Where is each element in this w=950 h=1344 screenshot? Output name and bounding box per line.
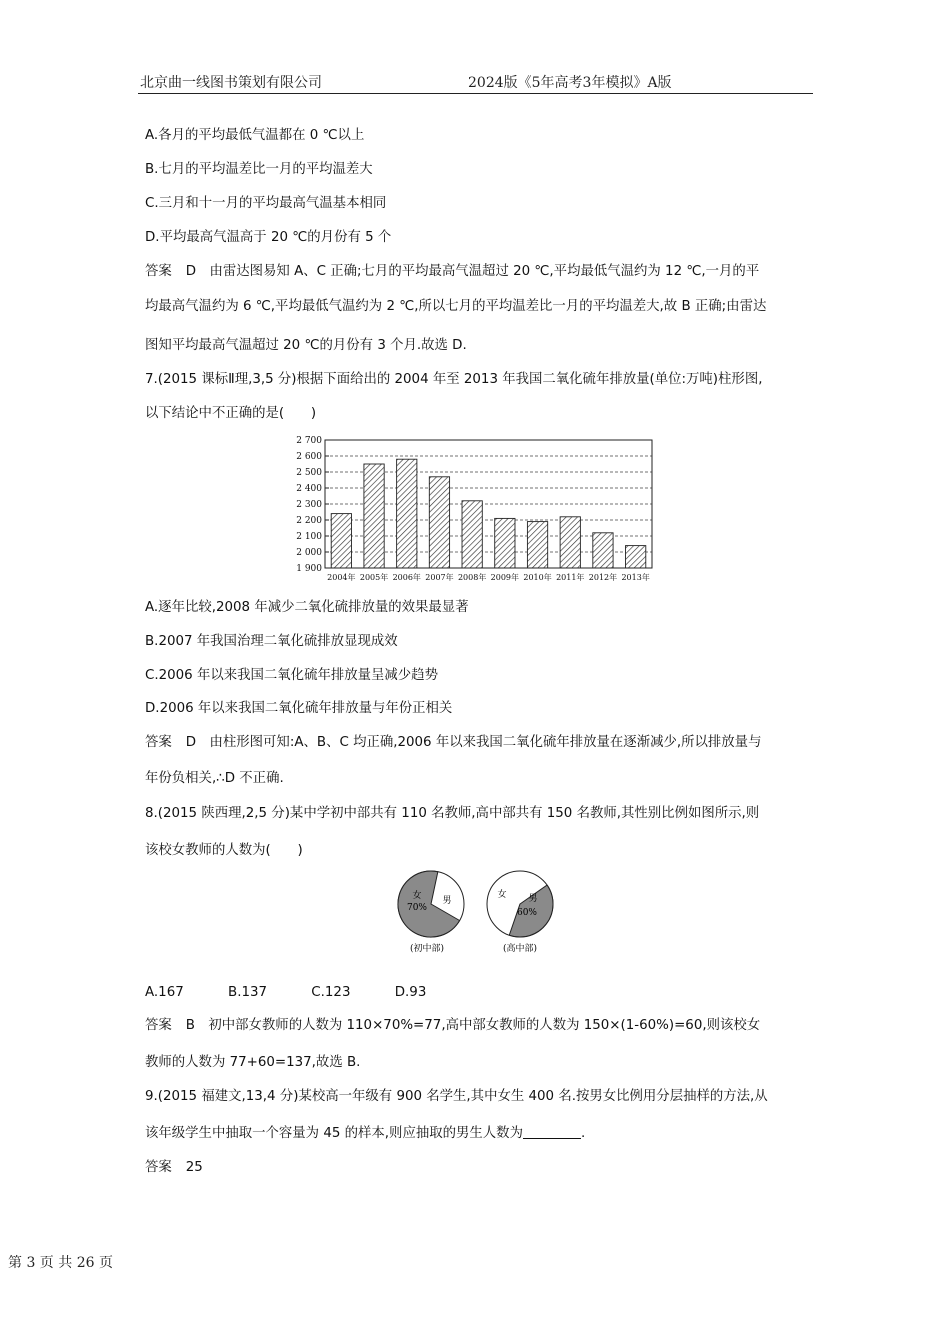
- q6-option-b: B.七月的平均温差比一月的平均温差大: [145, 162, 373, 177]
- q6-answer-line-1: [145, 263, 759, 281]
- q6-option-c: C.三月和十一月的平均最高气温基本相同: [145, 196, 387, 211]
- q9-stem-text: 该年级学生中抽取一个容量为 45 的样本,则应抽取的男生人数为: [145, 1126, 523, 1141]
- q7-option-d: D.2006 年以来我国二氧化硫年排放量与年份正相关: [145, 701, 453, 716]
- q7-answer-line-2: 年份负相关,∴D 不正确.: [145, 771, 284, 786]
- bar-2005年: [364, 464, 384, 568]
- pie-senior-male-pct: 60%: [516, 908, 538, 918]
- q9-answer-value: 25: [185, 1160, 203, 1175]
- q8-options: [145, 984, 466, 1002]
- x-tick-label: 2010年: [523, 573, 552, 582]
- y-tick-label: 2 000: [296, 548, 322, 558]
- q8-answer-text-1: B 初中部女教师的人数为 110×70%=77,高中部女教师的人数为 150×(1-60%)=60,则该校女: [185, 1018, 761, 1033]
- q9-stem-line-2: [145, 1125, 585, 1143]
- bar-2012年: [593, 533, 613, 568]
- bar-2009年: [495, 518, 515, 568]
- bar-2010年: [527, 522, 547, 568]
- header-rule: [138, 93, 813, 94]
- q9-stem-end: .: [580, 1126, 586, 1141]
- x-tick-label: 2011年: [556, 573, 585, 582]
- header-book-title: 2024版《5年高考3年模拟》A版: [468, 75, 672, 91]
- page-footer: 第 3 页 共 26 页: [8, 1255, 113, 1271]
- q7-answer-line-1: [145, 734, 761, 752]
- q6-option-d: D.平均最高气温高于 20 ℃的月份有 5 个: [145, 230, 392, 245]
- x-tick-label: 2006年: [392, 573, 421, 582]
- q6-option-a: A.各月的平均最低气温都在 0 ℃以上: [145, 128, 365, 143]
- x-tick-label: 2007年: [425, 573, 454, 582]
- y-tick-label: 1 900: [296, 564, 322, 574]
- y-tick-label: 2 600: [296, 452, 322, 462]
- pie-senior-male-label: 男: [528, 894, 538, 904]
- so2-bar-chart: [285, 430, 665, 590]
- y-tick-label: 2 300: [296, 500, 322, 510]
- bar-2006年: [397, 459, 417, 568]
- pie-junior-caption: (初中部): [409, 944, 445, 954]
- answer-tag: 答案: [145, 264, 172, 279]
- q7-stem-line-1: 7.(2015 课标Ⅱ理,3,5 分)根据下面给出的 2004 年至 2013 年我国二氧化硫年排放量(单位:万吨)柱形图,: [145, 372, 763, 387]
- y-tick-label: 2 400: [296, 484, 322, 494]
- pie-junior-female-label: 女: [412, 891, 422, 901]
- y-tick-label: 2 700: [296, 436, 322, 446]
- x-tick-label: 2008年: [457, 573, 487, 582]
- answer-tag: 答案: [145, 1160, 172, 1175]
- q6-answer-line-3: 图知平均最高气温超过 20 ℃的月份有 3 个月.故选 D.: [145, 338, 467, 353]
- answer-tag: 答案: [145, 1018, 172, 1033]
- q8-option-d: D.93: [394, 985, 427, 1000]
- q8-option-b: B.137: [228, 985, 268, 1000]
- q7-option-b: B.2007 年我国治理二氧化硫排放显现成效: [145, 634, 398, 649]
- bar-2004年: [331, 514, 351, 568]
- q8-option-c: C.123: [311, 985, 351, 1000]
- pie-senior-female-label: 女: [497, 890, 507, 900]
- y-tick-label: 2 500: [296, 468, 322, 478]
- y-tick-label: 2 200: [296, 516, 322, 526]
- x-tick-label: 2013年: [621, 573, 650, 582]
- q7-stem-line-2: 以下结论中不正确的是( ): [145, 406, 317, 421]
- y-tick-label: 2 100: [296, 532, 322, 542]
- bar-2011年: [560, 517, 580, 568]
- q9-answer-blank: [523, 1126, 581, 1139]
- answer-tag: 答案: [145, 735, 172, 750]
- teacher-gender-pies: [385, 862, 570, 962]
- bar-2007年: [429, 477, 449, 568]
- pie-junior-female-pct: 70%: [406, 903, 428, 913]
- pie-senior-caption: (高中部): [502, 944, 538, 954]
- bar-2008年: [462, 501, 482, 568]
- q8-stem-line-2: 该校女教师的人数为( ): [145, 843, 303, 858]
- bar-2013年: [626, 546, 646, 568]
- q7-answer-text-1: D 由柱形图可知:A、B、C 均正确,2006 年以来我国二氧化硫年排放量在逐渐减少,所以排放量与: [185, 735, 762, 750]
- x-tick-label: 2004年: [327, 573, 356, 582]
- x-tick-label: 2009年: [490, 573, 520, 582]
- q8-answer-line-1: [145, 1017, 760, 1035]
- q9-stem-line-1: 9.(2015 福建文,13,4 分)某校高一年级有 900 名学生,其中女生 400 名.按男女比例用分层抽样的方法,从: [145, 1089, 768, 1104]
- q7-option-a: A.逐年比较,2008 年减少二氧化硫排放量的效果最显著: [145, 600, 469, 615]
- x-tick-label: 2012年: [588, 573, 618, 582]
- q9-answer-line: [145, 1159, 203, 1177]
- pie-senior: [487, 871, 553, 937]
- x-tick-label: 2005年: [359, 573, 389, 582]
- pie-junior-male-label: 男: [442, 896, 452, 906]
- q6-answer-text-1: D 由雷达图易知 A、C 正确;七月的平均最高气温超过 20 ℃,平均最低气温约为 12 ℃,一月的平: [185, 264, 760, 279]
- q7-option-c: C.2006 年以来我国二氧化硫年排放量呈减少趋势: [145, 668, 438, 683]
- q8-option-a: A.167: [145, 985, 184, 1000]
- q6-answer-line-2: 均最高气温约为 6 ℃,平均最低气温约为 2 ℃,所以七月的平均温差比一月的平均温差大,故 B 正确;由雷达: [145, 299, 767, 314]
- q8-stem-line-1: 8.(2015 陕西理,2,5 分)某中学初中部共有 110 名教师,高中部共有 150 名教师,其性别比例如图所示,则: [145, 806, 760, 821]
- header-publisher: 北京曲一线图书策划有限公司: [140, 75, 322, 91]
- q8-answer-line-2: 教师的人数为 77+60=137,故选 B.: [145, 1055, 361, 1070]
